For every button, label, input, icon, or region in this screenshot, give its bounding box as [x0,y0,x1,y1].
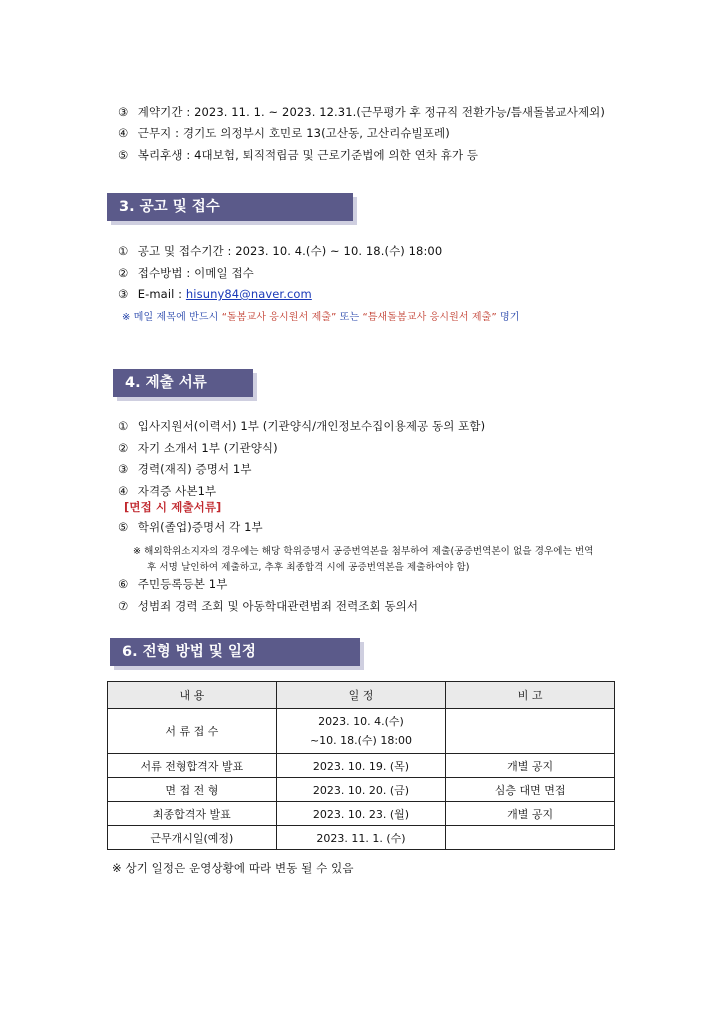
schedule-table [107,681,615,850]
header-schedule: 일 정 [276,682,446,709]
doc-item-5: ⑤ 학위(졸업)증명서 각 1부 [118,520,263,534]
doc-item-4: ④ 자격증 사본1부 [118,484,217,498]
foreign-degree-note-1: ※ 해외학위소지자의 경우에는 해당 학위증명서 공증번역본을 첨부하여 제출(공증번역본이 없을 경우에는 번역 [133,546,594,557]
contract-period-line: ③ 계약기간 : 2023. 11. 1. ~ 2023. 12.31.(근무평가 후 정규직 전환가능/틈새돌봄교사제외) [118,105,605,119]
benefits-line: ⑤ 복리후생 : 4대보험, 퇴직적립금 및 근로기준법에 의한 연차 휴가 등 [118,148,479,162]
doc-item-1: ① 입사지원서(이력서) 1부 (기관양식/개인정보수집이용제공 동의 포함) [118,419,486,433]
table-row: 면 접 전 형 2023. 10. 20. (금) 심층 대면 면접 [108,778,615,802]
announce-period-line: ① 공고 및 접수기간 : 2023. 10. 4.(수) ~ 10. 18.(수) 18:00 [118,244,443,258]
doc-item-6: ⑥ 주민등록등본 1부 [118,577,228,591]
receipt-method-line: ② 접수방법 : 이메일 접수 [118,266,254,280]
email-link[interactable]: hisuny84@naver.com [185,287,312,301]
section6-header: 6. 전형 방법 및 일정 [110,638,360,666]
doc-item-7: ⑦ 성범죄 경력 조회 및 아동학대관련범죄 전력조회 동의서 [118,599,419,613]
header-content: 내 용 [108,682,277,709]
section3-header: 3. 공고 및 접수 [107,193,353,221]
table-row: 최종합격자 발표 2023. 10. 23. (월) 개별 공지 [108,802,615,826]
foreign-degree-note-2: 후 서명 날인하여 제출하고, 추후 최종합격 시에 공증번역본을 제출하여야 함) [147,562,470,573]
table-header-row [108,682,615,709]
table-row: 서류 전형합격자 발표 2023. 10. 19. (목) 개별 공지 [108,754,615,778]
workplace-line: ④ 근무지 : 경기도 의정부시 호민로 13(고산동, 고산리슈빌포레) [118,126,450,140]
header-remarks: 비 고 [446,682,615,709]
table-row: 서 류 접 수 2023. 10. 4.(수) ~10. 18.(수) 18:00 [108,709,615,754]
email-line: ③ E-mail : hisuny84@naver.com [118,287,312,301]
email-title-note: ※ 메일 제목에 반드시 “돌봄교사 응시원서 제출” 또는 “틈새돌봄교사 응시원서 제출” 명기 [122,312,520,323]
interview-docs-label: [면접 시 제출서류] [124,500,222,514]
doc-item-3: ③ 경력(재직) 증명서 1부 [118,462,252,476]
doc-item-2: ② 자기 소개서 1부 (기관양식) [118,441,278,455]
table-row: 근무개시일(예정) 2023. 11. 1. (수) [108,826,615,850]
schedule-footnote: ※ 상기 일정은 운영상황에 따라 변동 될 수 있음 [112,861,354,875]
section4-header: 4. 제출 서류 [113,369,253,397]
